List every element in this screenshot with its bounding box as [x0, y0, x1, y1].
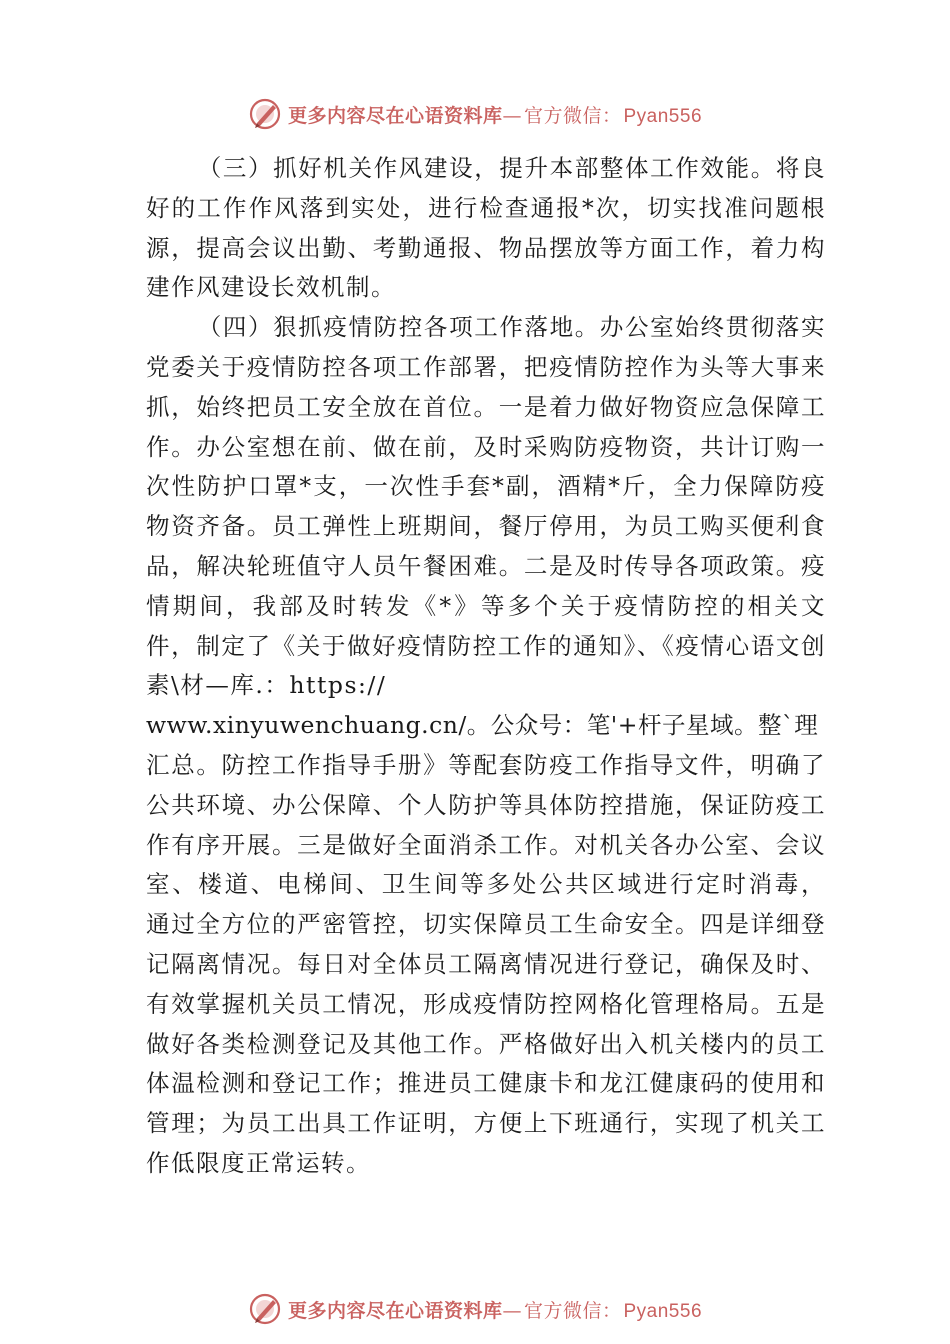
banner-wechat-label: 官方微信：	[523, 104, 622, 127]
banner-separator: —	[502, 104, 522, 127]
paragraph-epidemic-control	[146, 308, 826, 1184]
paragraph-epidemic-part2: 汇总。防控工作指导手册》等配套防疫工作指导文件，明确了公共环境、办公保障、个人防护等具体防控措施，保证防疫工作有序开展。三是做好全面消杀工作。对机关各办公室、会议室、楼道、电梯间、卫生间等多处公共区域进行定时消毒， 通过全方位的严密管控，切实保障员工生命安全。四是详细登记隔离情况。每日对全体员工隔离情况进行登记，确保及时、有效掌握机关员工情况，形成疫情防控网格化管理格局。五是做好各类检测登记及其他工作。严格做好出入机关楼内的员工体温检测和登记工作；推进员工健康卡和龙江健康码的使用和管理；为员工出具工作证明，方便上下班通行，实现了机关工作低限度正常运转。	[146, 750, 826, 1177]
document-body	[146, 149, 826, 1184]
header-watermark-banner	[0, 94, 950, 134]
banner-main-text: 更多内容尽在心语资料库	[287, 1299, 503, 1322]
banner-text	[288, 101, 702, 128]
banner-wechat-id: Pyan556	[623, 1300, 703, 1322]
paragraph-epidemic-url-line: www.xinyuwenchuang.cn/。公众号：笔'+杆子星域。整`理	[146, 711, 819, 740]
banner-main-text: 更多内容尽在心语资料库	[287, 104, 503, 127]
banner-text	[288, 1296, 702, 1323]
pen-seal-logo-icon	[248, 97, 282, 131]
banner-wechat-id: Pyan556	[623, 105, 703, 127]
banner-separator: —	[502, 1299, 522, 1322]
paragraph-epidemic-part1: （四）狠抓疫情防控各项工作落地。办公室始终贯彻落实党委关于疫情防控各项工作部署，把疫情防控作为头等大事来抓，始终把员工安全放在首位。一是着力做好物资应急保障工作。办公室想在前、做在前，及时采购防疫物资，共计订购一次性防护口罩*支，一次性手套*副，酒精*斤，全力保障防疫物资齐备。员工弹性上班期间，餐厅停用，为员工购买便利食品，解决轮班值守人员午餐困难。二是及时传导各项政策。疫情期间，我部及时转发《*》等多个关于疫情防控的相关文件，制定了《关于做好疫情防控工作的通知》、《疫情心语文创素\材—库.：https://	[146, 313, 826, 700]
banner-wechat-label: 官方微信：	[523, 1299, 622, 1322]
paragraph-work-style: （三）抓好机关作风建设，提升本部整体工作效能。将良好的工作作风落到实处，进行检查通报*次，切实找准问题根源，提高会议出勤、考勤通报、物品摆放等方面工作，着力构建作风建设长效机制。	[146, 154, 826, 302]
pen-seal-logo-icon	[248, 1292, 282, 1326]
footer-watermark-banner	[0, 1289, 950, 1329]
